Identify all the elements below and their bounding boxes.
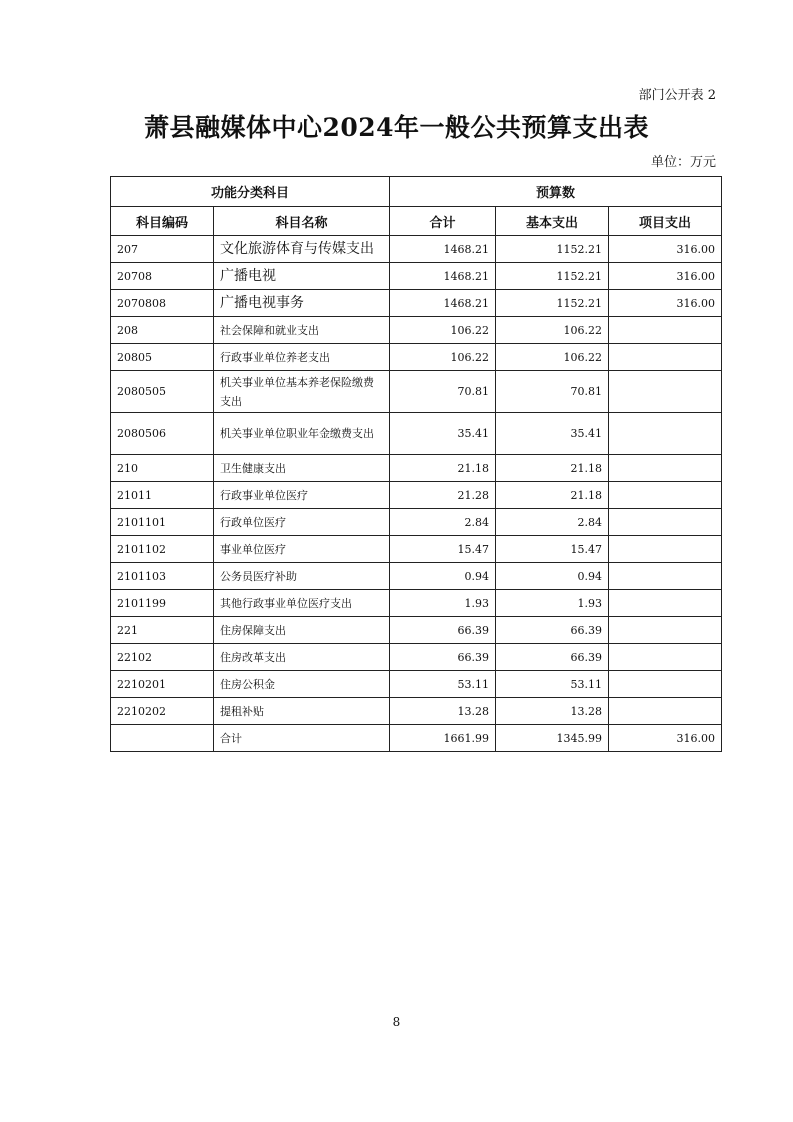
cell-project: 316.00 [609, 725, 722, 752]
header-basic: 基本支出 [496, 207, 609, 236]
cell-name: 住房改革支出 [214, 644, 390, 671]
unit-label: 单位：万元 [650, 155, 716, 170]
cell-project [609, 317, 722, 344]
table-row [111, 644, 722, 671]
table-row [111, 455, 722, 482]
table-row [111, 263, 722, 290]
cell-basic: 35.41 [496, 413, 609, 455]
cell-name: 社会保障和就业支出 [214, 317, 390, 344]
cell-basic: 70.81 [496, 371, 609, 413]
cell-basic: 21.18 [496, 482, 609, 509]
cell-project [609, 590, 722, 617]
cell-name: 行政单位医疗 [214, 509, 390, 536]
cell-basic: 1152.21 [496, 263, 609, 290]
cell-total: 53.11 [390, 671, 496, 698]
cell-name: 住房公积金 [214, 671, 390, 698]
cell-code: 2070808 [111, 290, 214, 317]
cell-total: 2.84 [390, 509, 496, 536]
cell-total: 1468.21 [390, 263, 496, 290]
table-row [111, 290, 722, 317]
cell-project [609, 413, 722, 455]
cell-total: 106.22 [390, 317, 496, 344]
cell-total: 1468.21 [390, 290, 496, 317]
header-project: 项目支出 [609, 207, 722, 236]
cell-basic: 1345.99 [496, 725, 609, 752]
page-number: 8 [392, 1015, 401, 1029]
cell-name: 提租补贴 [214, 698, 390, 725]
table-row [111, 317, 722, 344]
cell-project [609, 509, 722, 536]
header-function-category: 功能分类科目 [111, 177, 390, 207]
header-name: 科目名称 [214, 207, 390, 236]
cell-basic: 1.93 [496, 590, 609, 617]
table-row [111, 536, 722, 563]
cell-code: 207 [111, 236, 214, 263]
cell-basic: 15.47 [496, 536, 609, 563]
cell-basic: 53.11 [496, 671, 609, 698]
cell-total: 70.81 [390, 371, 496, 413]
cell-basic: 66.39 [496, 644, 609, 671]
table-column-header-row [111, 207, 722, 236]
cell-code: 20708 [111, 263, 214, 290]
cell-total: 15.47 [390, 536, 496, 563]
cell-project [609, 482, 722, 509]
cell-total: 13.28 [390, 698, 496, 725]
cell-code: 210 [111, 455, 214, 482]
cell-basic: 21.18 [496, 455, 609, 482]
cell-project [609, 644, 722, 671]
cell-total-label: 合计 [214, 725, 390, 752]
table-row [111, 698, 722, 725]
page-title: 萧县融媒体中心2024年一般公共预算支出表 [143, 113, 650, 142]
cell-total: 1468.21 [390, 236, 496, 263]
table-row [111, 344, 722, 371]
cell-code: 208 [111, 317, 214, 344]
cell-total: 66.39 [390, 617, 496, 644]
cell-basic: 106.22 [496, 344, 609, 371]
cell-project [609, 536, 722, 563]
cell-name: 卫生健康支出 [214, 455, 390, 482]
table-row [111, 371, 722, 413]
cell-project [609, 617, 722, 644]
cell-name: 广播电视 [214, 263, 390, 290]
table-row [111, 563, 722, 590]
cell-code: 2210202 [111, 698, 214, 725]
cell-code: 2210201 [111, 671, 214, 698]
cell-code: 2080505 [111, 371, 214, 413]
cell-basic: 66.39 [496, 617, 609, 644]
table-group-header-row [111, 177, 722, 207]
header-total: 合计 [390, 207, 496, 236]
cell-project [609, 698, 722, 725]
cell-project: 316.00 [609, 263, 722, 290]
cell-code [111, 725, 214, 752]
cell-name: 机关事业单位职业年金缴费支出 [214, 413, 390, 455]
cell-name: 广播电视事务 [214, 290, 390, 317]
cell-code: 2080506 [111, 413, 214, 455]
table-row [111, 236, 722, 263]
cell-code: 2101101 [111, 509, 214, 536]
cell-name: 文化旅游体育与传媒支出 [214, 236, 390, 263]
cell-total: 1.93 [390, 590, 496, 617]
cell-basic: 2.84 [496, 509, 609, 536]
cell-name: 公务员医疗补助 [214, 563, 390, 590]
cell-name: 机关事业单位基本养老保险缴费支出 [214, 371, 390, 413]
cell-project: 316.00 [609, 290, 722, 317]
cell-project [609, 563, 722, 590]
cell-total: 21.28 [390, 482, 496, 509]
table-row [111, 671, 722, 698]
cell-project [609, 344, 722, 371]
header-code: 科目编码 [111, 207, 214, 236]
table-row [111, 509, 722, 536]
cell-basic: 13.28 [496, 698, 609, 725]
budget-table [110, 176, 722, 752]
cell-code: 221 [111, 617, 214, 644]
table-row [111, 590, 722, 617]
cell-total: 0.94 [390, 563, 496, 590]
table-row [111, 482, 722, 509]
cell-basic: 1152.21 [496, 290, 609, 317]
cell-project [609, 671, 722, 698]
cell-project: 316.00 [609, 236, 722, 263]
table-row [111, 413, 722, 455]
cell-code: 2101102 [111, 536, 214, 563]
cell-basic: 0.94 [496, 563, 609, 590]
cell-name: 住房保障支出 [214, 617, 390, 644]
cell-code: 2101103 [111, 563, 214, 590]
cell-basic: 1152.21 [496, 236, 609, 263]
cell-total: 66.39 [390, 644, 496, 671]
header-budget: 预算数 [390, 177, 722, 207]
table-label: 部门公开表 2 [638, 88, 716, 103]
cell-name: 其他行政事业单位医疗支出 [214, 590, 390, 617]
cell-project [609, 455, 722, 482]
table-row [111, 617, 722, 644]
cell-code: 22102 [111, 644, 214, 671]
cell-total: 35.41 [390, 413, 496, 455]
cell-basic: 106.22 [496, 317, 609, 344]
cell-project [609, 371, 722, 413]
cell-name: 事业单位医疗 [214, 536, 390, 563]
cell-code: 20805 [111, 344, 214, 371]
cell-total: 106.22 [390, 344, 496, 371]
cell-name: 行政事业单位养老支出 [214, 344, 390, 371]
total-row [111, 725, 722, 752]
cell-name: 行政事业单位医疗 [214, 482, 390, 509]
cell-code: 2101199 [111, 590, 214, 617]
cell-code: 21011 [111, 482, 214, 509]
cell-total: 1661.99 [390, 725, 496, 752]
cell-total: 21.18 [390, 455, 496, 482]
